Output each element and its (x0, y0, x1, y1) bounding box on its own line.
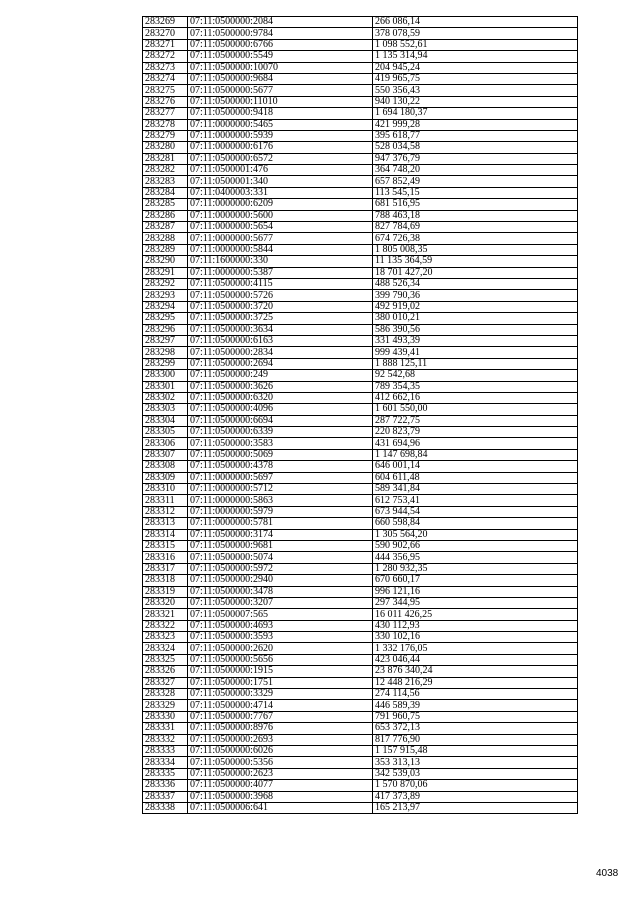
table-row (143, 233, 578, 244)
cell-row-id: 283306 (143, 438, 188, 449)
cell-value: 204 945,24 (373, 62, 578, 73)
cell-value: 412 662,16 (373, 392, 578, 403)
cell-row-id: 283272 (143, 51, 188, 62)
cell-value: 1 888 125,11 (373, 358, 578, 369)
table-row (143, 700, 578, 711)
cell-cadastral-number: 07:11:0500000:9784 (188, 28, 373, 39)
table-row (143, 96, 578, 107)
cell-cadastral-number: 07:11:0500000:6163 (188, 335, 373, 346)
cell-row-id: 283288 (143, 233, 188, 244)
cell-row-id: 283323 (143, 632, 188, 643)
table-row (143, 802, 578, 813)
cell-cadastral-number: 07:11:0500000:4115 (188, 278, 373, 289)
table-body (143, 17, 578, 814)
cell-value: 266 086,14 (373, 17, 578, 28)
cell-cadastral-number: 07:11:0000000:5712 (188, 484, 373, 495)
cell-value: 586 390,56 (373, 324, 578, 335)
cell-value: 331 493,39 (373, 335, 578, 346)
cell-row-id: 283295 (143, 313, 188, 324)
table-row (143, 119, 578, 130)
cell-cadastral-number: 07:11:0500000:1751 (188, 677, 373, 688)
table-row (143, 187, 578, 198)
table-row (143, 278, 578, 289)
cell-cadastral-number: 07:11:0500000:6694 (188, 415, 373, 426)
table-row (143, 381, 578, 392)
cell-cadastral-number: 07:11:0000000:5465 (188, 119, 373, 130)
cell-row-id: 283326 (143, 666, 188, 677)
table-row (143, 290, 578, 301)
cell-row-id: 283315 (143, 540, 188, 551)
cell-row-id: 283291 (143, 267, 188, 278)
cell-value: 353 313,13 (373, 757, 578, 768)
table-row (143, 734, 578, 745)
cell-row-id: 283276 (143, 96, 188, 107)
table-row (143, 711, 578, 722)
cell-row-id: 283278 (143, 119, 188, 130)
cell-row-id: 283297 (143, 335, 188, 346)
table-row (143, 540, 578, 551)
table-row (143, 85, 578, 96)
table-row (143, 552, 578, 563)
cell-cadastral-number: 07:11:1600000:330 (188, 256, 373, 267)
cell-value: 220 823,79 (373, 427, 578, 438)
table-row (143, 427, 578, 438)
table-row (143, 39, 578, 50)
cell-row-id: 283274 (143, 73, 188, 84)
table-row (143, 153, 578, 164)
cell-row-id: 283328 (143, 689, 188, 700)
cell-cadastral-number: 07:11:0500000:4693 (188, 620, 373, 631)
cell-cadastral-number: 07:11:0500000:5726 (188, 290, 373, 301)
cell-value: 1 157 915,48 (373, 746, 578, 757)
cell-cadastral-number: 07:11:0000000:6209 (188, 199, 373, 210)
cell-cadastral-number: 07:11:0500000:3634 (188, 324, 373, 335)
cell-value: 12 448 216,29 (373, 677, 578, 688)
table-row (143, 51, 578, 62)
cell-value: 16 011 426,25 (373, 609, 578, 620)
cell-cadastral-number: 07:11:0500000:6320 (188, 392, 373, 403)
cell-value: 674 726,38 (373, 233, 578, 244)
table-row (143, 313, 578, 324)
cell-cadastral-number: 07:11:0000000:5600 (188, 210, 373, 221)
cell-cadastral-number: 07:11:0500000:5069 (188, 449, 373, 460)
cell-cadastral-number: 07:11:0500000:3725 (188, 313, 373, 324)
cell-cadastral-number: 07:11:0000000:6176 (188, 142, 373, 153)
table-row (143, 518, 578, 529)
table-row (143, 199, 578, 210)
cell-value: 18 701 427,20 (373, 267, 578, 278)
cell-cadastral-number: 07:11:0500000:4096 (188, 404, 373, 415)
cell-row-id: 283324 (143, 643, 188, 654)
table-row (143, 609, 578, 620)
cell-cadastral-number: 07:11:0500000:2940 (188, 575, 373, 586)
cell-cadastral-number: 07:11:0500000:4714 (188, 700, 373, 711)
cell-cadastral-number: 07:11:0500000:5677 (188, 85, 373, 96)
table-row (143, 586, 578, 597)
cell-cadastral-number: 07:11:0500000:3583 (188, 438, 373, 449)
table-row (143, 108, 578, 119)
table-row (143, 780, 578, 791)
cell-value: 1 332 176,05 (373, 643, 578, 654)
table-row (143, 563, 578, 574)
table-row (143, 746, 578, 757)
cell-cadastral-number: 07:11:0500000:3720 (188, 301, 373, 312)
table-row (143, 267, 578, 278)
cell-value: 446 589,39 (373, 700, 578, 711)
cell-value: 113 545,15 (373, 187, 578, 198)
cell-value: 342 539,03 (373, 768, 578, 779)
cell-value: 395 618,77 (373, 130, 578, 141)
table-row (143, 165, 578, 176)
cell-cadastral-number: 07:11:0500000:8976 (188, 723, 373, 734)
cell-row-id: 283277 (143, 108, 188, 119)
cell-row-id: 283307 (143, 449, 188, 460)
cell-row-id: 283301 (143, 381, 188, 392)
table-row (143, 301, 578, 312)
cell-row-id: 283273 (143, 62, 188, 73)
cell-row-id: 283285 (143, 199, 188, 210)
cell-cadastral-number: 07:11:0400003:331 (188, 187, 373, 198)
cell-value: 947 376,79 (373, 153, 578, 164)
data-table (142, 16, 578, 814)
cell-row-id: 283286 (143, 210, 188, 221)
cell-value: 378 078,59 (373, 28, 578, 39)
cell-row-id: 283329 (143, 700, 188, 711)
cell-cadastral-number: 07:11:0500000:249 (188, 370, 373, 381)
table-row (143, 176, 578, 187)
cell-cadastral-number: 07:11:0500000:2084 (188, 17, 373, 28)
cell-row-id: 283298 (143, 347, 188, 358)
table-row (143, 210, 578, 221)
table-row (143, 244, 578, 255)
cell-cadastral-number: 07:11:0000000:5781 (188, 518, 373, 529)
table-row (143, 370, 578, 381)
cell-value: 274 114,56 (373, 689, 578, 700)
cell-value: 1 135 314,94 (373, 51, 578, 62)
cell-value: 670 660,17 (373, 575, 578, 586)
cell-value: 431 694,96 (373, 438, 578, 449)
cell-row-id: 283333 (143, 746, 188, 757)
cell-row-id: 283283 (143, 176, 188, 187)
cell-cadastral-number: 07:11:0500007:565 (188, 609, 373, 620)
cell-value: 788 463,18 (373, 210, 578, 221)
cell-value: 590 902,66 (373, 540, 578, 551)
cell-row-id: 283290 (143, 256, 188, 267)
cell-row-id: 283318 (143, 575, 188, 586)
cell-row-id: 283296 (143, 324, 188, 335)
cell-row-id: 283303 (143, 404, 188, 415)
cell-row-id: 283321 (143, 609, 188, 620)
cell-row-id: 283320 (143, 597, 188, 608)
table-row (143, 347, 578, 358)
cell-row-id: 283335 (143, 768, 188, 779)
cell-row-id: 283330 (143, 711, 188, 722)
cell-row-id: 283325 (143, 654, 188, 665)
cell-value: 23 876 340,24 (373, 666, 578, 677)
cell-cadastral-number: 07:11:0500000:10070 (188, 62, 373, 73)
cell-value: 165 213,97 (373, 802, 578, 813)
table-row (143, 643, 578, 654)
table-row (143, 506, 578, 517)
cell-cadastral-number: 07:11:0500000:3968 (188, 791, 373, 802)
cell-cadastral-number: 07:11:0000000:5697 (188, 472, 373, 483)
cell-value: 488 526,34 (373, 278, 578, 289)
cell-row-id: 283313 (143, 518, 188, 529)
cell-value: 681 516,95 (373, 199, 578, 210)
cell-value: 364 748,20 (373, 165, 578, 176)
cell-cadastral-number: 07:11:0500000:5656 (188, 654, 373, 665)
cell-cadastral-number: 07:11:0500000:3593 (188, 632, 373, 643)
page-number: 4038 (596, 868, 619, 879)
cell-row-id: 283282 (143, 165, 188, 176)
cell-cadastral-number: 07:11:0500000:3207 (188, 597, 373, 608)
cell-value: 660 598,84 (373, 518, 578, 529)
table-row (143, 484, 578, 495)
cell-row-id: 283316 (143, 552, 188, 563)
cell-row-id: 283299 (143, 358, 188, 369)
cell-cadastral-number: 07:11:0000000:5863 (188, 495, 373, 506)
cell-value: 423 046,44 (373, 654, 578, 665)
table-row (143, 757, 578, 768)
cell-cadastral-number: 07:11:0500000:6572 (188, 153, 373, 164)
cell-cadastral-number: 07:11:0500000:6339 (188, 427, 373, 438)
cell-value: 1 147 698,84 (373, 449, 578, 460)
cell-row-id: 283302 (143, 392, 188, 403)
cell-cadastral-number: 07:11:0500000:2623 (188, 768, 373, 779)
cell-value: 657 852,49 (373, 176, 578, 187)
cell-row-id: 283279 (143, 130, 188, 141)
cell-value: 1 305 564,20 (373, 529, 578, 540)
cell-value: 1 694 180,37 (373, 108, 578, 119)
cell-value: 604 611,48 (373, 472, 578, 483)
cell-cadastral-number: 07:11:0500000:6766 (188, 39, 373, 50)
cell-row-id: 283309 (143, 472, 188, 483)
table-row (143, 495, 578, 506)
cell-value: 791 960,75 (373, 711, 578, 722)
cell-cadastral-number: 07:11:0500000:9681 (188, 540, 373, 551)
table-row (143, 529, 578, 540)
cell-value: 417 373,89 (373, 791, 578, 802)
cell-row-id: 283271 (143, 39, 188, 50)
cell-cadastral-number: 07:11:0500001:340 (188, 176, 373, 187)
cell-value: 1 570 870,06 (373, 780, 578, 791)
cell-row-id: 283269 (143, 17, 188, 28)
table-row (143, 768, 578, 779)
cell-row-id: 283287 (143, 222, 188, 233)
table-row (143, 620, 578, 631)
table-row (143, 438, 578, 449)
cell-row-id: 283289 (143, 244, 188, 255)
cell-cadastral-number: 07:11:0500000:6026 (188, 746, 373, 757)
table-row (143, 461, 578, 472)
table-row (143, 222, 578, 233)
table-row (143, 404, 578, 415)
cell-value: 673 944,54 (373, 506, 578, 517)
cell-cadastral-number: 07:11:0500000:3478 (188, 586, 373, 597)
cell-cadastral-number: 07:11:0500006:641 (188, 802, 373, 813)
table-row (143, 654, 578, 665)
cell-value: 1 098 552,61 (373, 39, 578, 50)
table-row (143, 130, 578, 141)
cell-row-id: 283331 (143, 723, 188, 734)
cell-row-id: 283336 (143, 780, 188, 791)
cell-cadastral-number: 07:11:0500000:3329 (188, 689, 373, 700)
cell-cadastral-number: 07:11:0500000:1915 (188, 666, 373, 677)
table-row (143, 791, 578, 802)
table-row (143, 472, 578, 483)
table-row (143, 335, 578, 346)
cell-value: 589 341,84 (373, 484, 578, 495)
cell-value: 421 999,28 (373, 119, 578, 130)
cell-row-id: 283332 (143, 734, 188, 745)
cell-cadastral-number: 07:11:0500000:11010 (188, 96, 373, 107)
cell-value: 92 542,68 (373, 370, 578, 381)
cell-cadastral-number: 07:11:0500000:5549 (188, 51, 373, 62)
cell-row-id: 283270 (143, 28, 188, 39)
cell-row-id: 283334 (143, 757, 188, 768)
cell-value: 789 354,35 (373, 381, 578, 392)
cell-value: 430 112,93 (373, 620, 578, 631)
cell-row-id: 283308 (143, 461, 188, 472)
cell-cadastral-number: 07:11:0500000:2620 (188, 643, 373, 654)
cell-row-id: 283312 (143, 506, 188, 517)
cell-value: 996 121,16 (373, 586, 578, 597)
cell-row-id: 283305 (143, 427, 188, 438)
cell-cadastral-number: 07:11:0000000:5939 (188, 130, 373, 141)
cell-cadastral-number: 07:11:0000000:5677 (188, 233, 373, 244)
table-row (143, 632, 578, 643)
cell-value: 287 722,75 (373, 415, 578, 426)
cell-row-id: 283284 (143, 187, 188, 198)
cell-value: 940 130,22 (373, 96, 578, 107)
cell-value: 999 439,41 (373, 347, 578, 358)
cell-value: 1 601 550,00 (373, 404, 578, 415)
cell-cadastral-number: 07:11:0500001:476 (188, 165, 373, 176)
cell-cadastral-number: 07:11:0500000:9418 (188, 108, 373, 119)
cell-value: 550 356,43 (373, 85, 578, 96)
cell-value: 11 135 364,59 (373, 256, 578, 267)
cell-cadastral-number: 07:11:0500000:5074 (188, 552, 373, 563)
table-row (143, 689, 578, 700)
cell-cadastral-number: 07:11:0500000:5356 (188, 757, 373, 768)
table-row (143, 73, 578, 84)
table-row (143, 597, 578, 608)
cell-row-id: 283317 (143, 563, 188, 574)
cell-cadastral-number: 07:11:0500000:3626 (188, 381, 373, 392)
cell-value: 419 965,75 (373, 73, 578, 84)
cell-row-id: 283319 (143, 586, 188, 597)
table-row (143, 723, 578, 734)
cell-value: 528 034,58 (373, 142, 578, 153)
cell-cadastral-number: 07:11:0500000:5972 (188, 563, 373, 574)
table-row (143, 575, 578, 586)
table-row (143, 666, 578, 677)
cell-row-id: 283281 (143, 153, 188, 164)
table-row (143, 677, 578, 688)
cell-row-id: 283311 (143, 495, 188, 506)
cell-value: 646 001,14 (373, 461, 578, 472)
table-row (143, 449, 578, 460)
cell-cadastral-number: 07:11:0000000:5387 (188, 267, 373, 278)
table-row (143, 324, 578, 335)
cell-row-id: 283275 (143, 85, 188, 96)
cell-cadastral-number: 07:11:0000000:5654 (188, 222, 373, 233)
cell-row-id: 283310 (143, 484, 188, 495)
cell-row-id: 283294 (143, 301, 188, 312)
cell-value: 380 010,21 (373, 313, 578, 324)
cell-value: 330 102,16 (373, 632, 578, 643)
cell-cadastral-number: 07:11:0500000:2694 (188, 358, 373, 369)
table-row (143, 17, 578, 28)
table-row (143, 28, 578, 39)
table-row (143, 142, 578, 153)
cell-value: 297 344,95 (373, 597, 578, 608)
cell-cadastral-number: 07:11:0000000:5844 (188, 244, 373, 255)
cell-cadastral-number: 07:11:0500000:2834 (188, 347, 373, 358)
cell-row-id: 283322 (143, 620, 188, 631)
cell-row-id: 283338 (143, 802, 188, 813)
cell-value: 612 753,41 (373, 495, 578, 506)
cell-cadastral-number: 07:11:0500000:7767 (188, 711, 373, 722)
cell-value: 817 776,90 (373, 734, 578, 745)
cell-value: 1 805 008,35 (373, 244, 578, 255)
cell-row-id: 283292 (143, 278, 188, 289)
cell-cadastral-number: 07:11:0500000:3174 (188, 529, 373, 540)
cell-cadastral-number: 07:11:0500000:9684 (188, 73, 373, 84)
cell-row-id: 283304 (143, 415, 188, 426)
cell-value: 827 784,69 (373, 222, 578, 233)
cell-value: 444 356,95 (373, 552, 578, 563)
table-row (143, 415, 578, 426)
cell-row-id: 283337 (143, 791, 188, 802)
table-row (143, 62, 578, 73)
cell-row-id: 283314 (143, 529, 188, 540)
cell-row-id: 283293 (143, 290, 188, 301)
cell-value: 492 919,02 (373, 301, 578, 312)
cell-row-id: 283327 (143, 677, 188, 688)
cell-value: 1 280 932,35 (373, 563, 578, 574)
cell-value: 399 790,36 (373, 290, 578, 301)
table-row (143, 392, 578, 403)
cell-row-id: 283280 (143, 142, 188, 153)
cell-cadastral-number: 07:11:0000000:5979 (188, 506, 373, 517)
cell-row-id: 283300 (143, 370, 188, 381)
cell-value: 653 372,13 (373, 723, 578, 734)
cell-cadastral-number: 07:11:0500000:4077 (188, 780, 373, 791)
cell-cadastral-number: 07:11:0500000:2693 (188, 734, 373, 745)
cell-cadastral-number: 07:11:0500000:4378 (188, 461, 373, 472)
table-row (143, 358, 578, 369)
table-row (143, 256, 578, 267)
